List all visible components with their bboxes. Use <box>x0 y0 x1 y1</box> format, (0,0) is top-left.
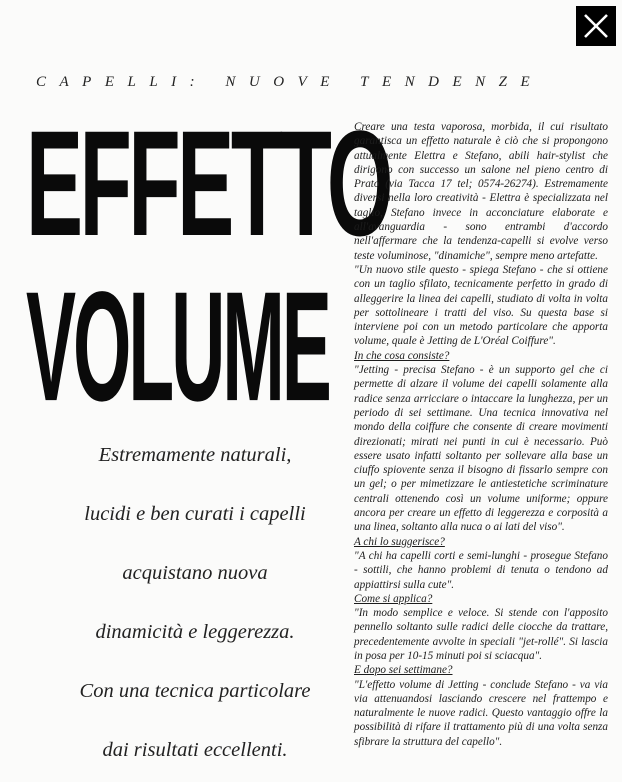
headline-line-2: VOLUME <box>26 258 329 434</box>
section-kicker: CAPELLI: NUOVE TENDENZE <box>36 74 544 90</box>
paragraph: Creare una testa vaporosa, morbida, il cui risultato garantisca un effetto naturale è ciò che si propongono attualmente Elettra e Stefano, abili hair-stylist che dirigono con successo un salone nel pieno centro di Prato (via Tacca 17 tel; 0574-26274). Estremamente diversi nella loro creatività - Elettra è specializzata nel taglio, Stefano invece in acconciature elaborate e all'avanguardia - sono entrambi d'accordo nell'affermare che la tendenza-capelli si evolve verso teste voluminose, "dinamiche", sempre meno artefatte. <box>354 121 608 262</box>
question-heading: Come si applica? <box>354 592 433 605</box>
subhead-line: dinamicità e leggerezza. <box>95 621 295 643</box>
question-heading: In che cosa consiste? <box>354 349 450 362</box>
subheadline <box>50 438 340 782</box>
paragraph: "Un nuovo stile questo - spiega Stefano - che si ottiene con un taglio sfilato, tecnicamente perfetto in grado di alleggerire la linea dei capelli, studiato di volta in volta per sottolineare i tratti del viso. Su questa base si interviene poi con un metodo particolare che apporta volume, quale è Jetting de L'Oréal Coiffure". <box>354 263 608 348</box>
headline-line-1: EFFETTO <box>26 99 390 267</box>
subhead-line: Con una tecnica particolare <box>79 680 311 702</box>
close-icon <box>576 6 616 46</box>
subhead-line: Estremamente naturali, <box>98 444 292 466</box>
paragraph: "In modo semplice e veloce. Si stende con l'apposito pennello soltanto sulle radici delle ciocche da trattare, precedentemente avvolte in speciali "jet-rollé". Si lascia in posa per 10-15 minuti poi si sciacqua". <box>354 607 608 662</box>
subhead-line: acquistano nuova <box>122 562 268 584</box>
close-button[interactable] <box>576 6 616 46</box>
paragraph: "A chi ha capelli corti e semi-lunghi - prosegue Stefano - sottili, che hanno problemi di tenuta o tendono ad appiattirsi sulla cute". <box>354 549 608 591</box>
article-body <box>354 120 608 749</box>
subhead-line: dai risultati eccellenti. <box>102 739 288 761</box>
paragraph: "L'effetto volume di Jetting - conclude Stefano - va via via attenuandosi lasciando crescere nel frattempo e naturalmente le nuove radici. Questo vantaggio offre la possibilità di rifare il trattamento più di una volta senza sfibrare la struttura del capello". <box>354 678 608 748</box>
headline <box>26 99 390 434</box>
subhead-line: lucidi e ben curati i capelli <box>84 503 306 525</box>
paragraph: "Jetting - precisa Stefano - è un supporto gel che ci permette di alzare il volume dei capelli solamente alla radice senza arricciare o intaccare la lunghezza, per un periodo di sei settimane. Una tecnica innovativa nel mondo della coiffure che consente di creare movimenti direzionati; mirati nei punti in cui è necessario. Può essere usato infatti soltanto per sollevare alla base un ciuffo spiovente senza il bisogno di fissarlo sempre con un gel; o per mimetizzare le antiestetiche scriminature centrali ottenendo così un volume uniforme; oppure ancora per creare un effetto di leggerezza e corposità a una linea, soltanto alla nuca o ai lati del viso". <box>354 364 608 534</box>
question-heading: E dopo sei settimane? <box>354 664 453 677</box>
question-heading: A chi lo suggerisce? <box>354 535 445 548</box>
